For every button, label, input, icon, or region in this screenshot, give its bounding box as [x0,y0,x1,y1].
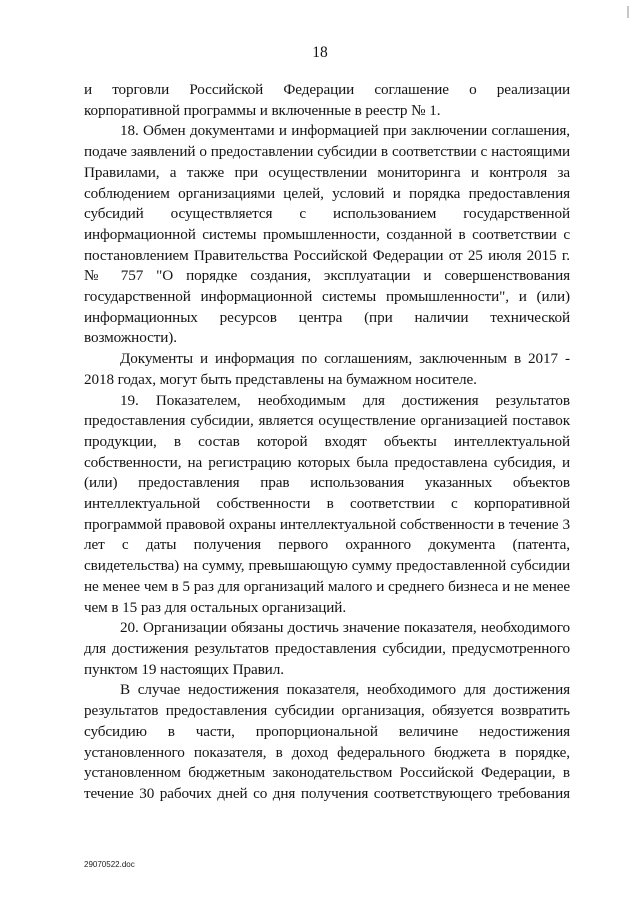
scan-edge-mark [627,6,629,18]
document-body [84,80,570,805]
page-number: 18 [312,44,328,61]
paragraph-item-19: 19. Показателем, необходимым для достижения результатов предоставления субсидии, является осуществление организацией поставок продукции, в состав которой входят объекты интеллектуальной собственности, на регистрацию которых была предоставлена субсидия, и (или) предоставления прав использования указанных объектов интеллектуальной собственности в соответствии с корпоративной программой правовой охраны интеллектуальной собственности в течение 3 лет с даты получения первого охранного документа (патента, свидетельства) на сумму, превышающую сумму предоставленной субсидии не менее чем в 5 раз для организаций малого и среднего бизнеса и не менее чем в 15 раз для остальных организаций. [84,391,570,616]
paragraph-item-18: 18. Обмен документами и информацией при заключении соглашения, подаче заявлений о предоставлении субсидии в соответствии с настоящими Правилами, а также при осуществлении мониторинга и контроля за соблюдением организациями целей, условий и порядка предоставления субсидий осуществляется с использованием государственной информационной системы промышленности, созданной в соответствии с постановлением Правительства Российской Федерации от 25 июля 2015 г. № 757 "О порядке создания, эксплуатации и совершенствования государственной информационной системы промышленности", и (или) информационных ресурсов центра (при наличии технической возможности). [84,122,570,347]
footer-filename: 29070522.doc [84,860,135,869]
paragraph-documents-info: Документы и информация по соглашениям, заключенным в 2017 - 2018 годах, могут быть представлены на бумажном носителе. [84,350,570,388]
paragraph-continuation: и торговли Российской Федерации соглашение о реализации корпоративной программы и включенные в реестр № 1. [84,81,570,119]
paragraph-non-achievement: В случае недостижения показателя, необходимого для достижения результатов предоставления субсидии организация, обязуется возвратить субсидию в части, пропорциональной величине недостижения установленного показателя, в доход федерального бюджета в порядке, установленном бюджетным законодательством Российской Федерации, в течение 30 рабочих дней со дня получения соответствующего требования [84,681,570,802]
paragraph-item-20: 20. Организации обязаны достичь значение показателя, необходимого для достижения результатов предоставления субсидии, предусмотренного пунктом 19 настоящих Правил. [84,619,570,678]
